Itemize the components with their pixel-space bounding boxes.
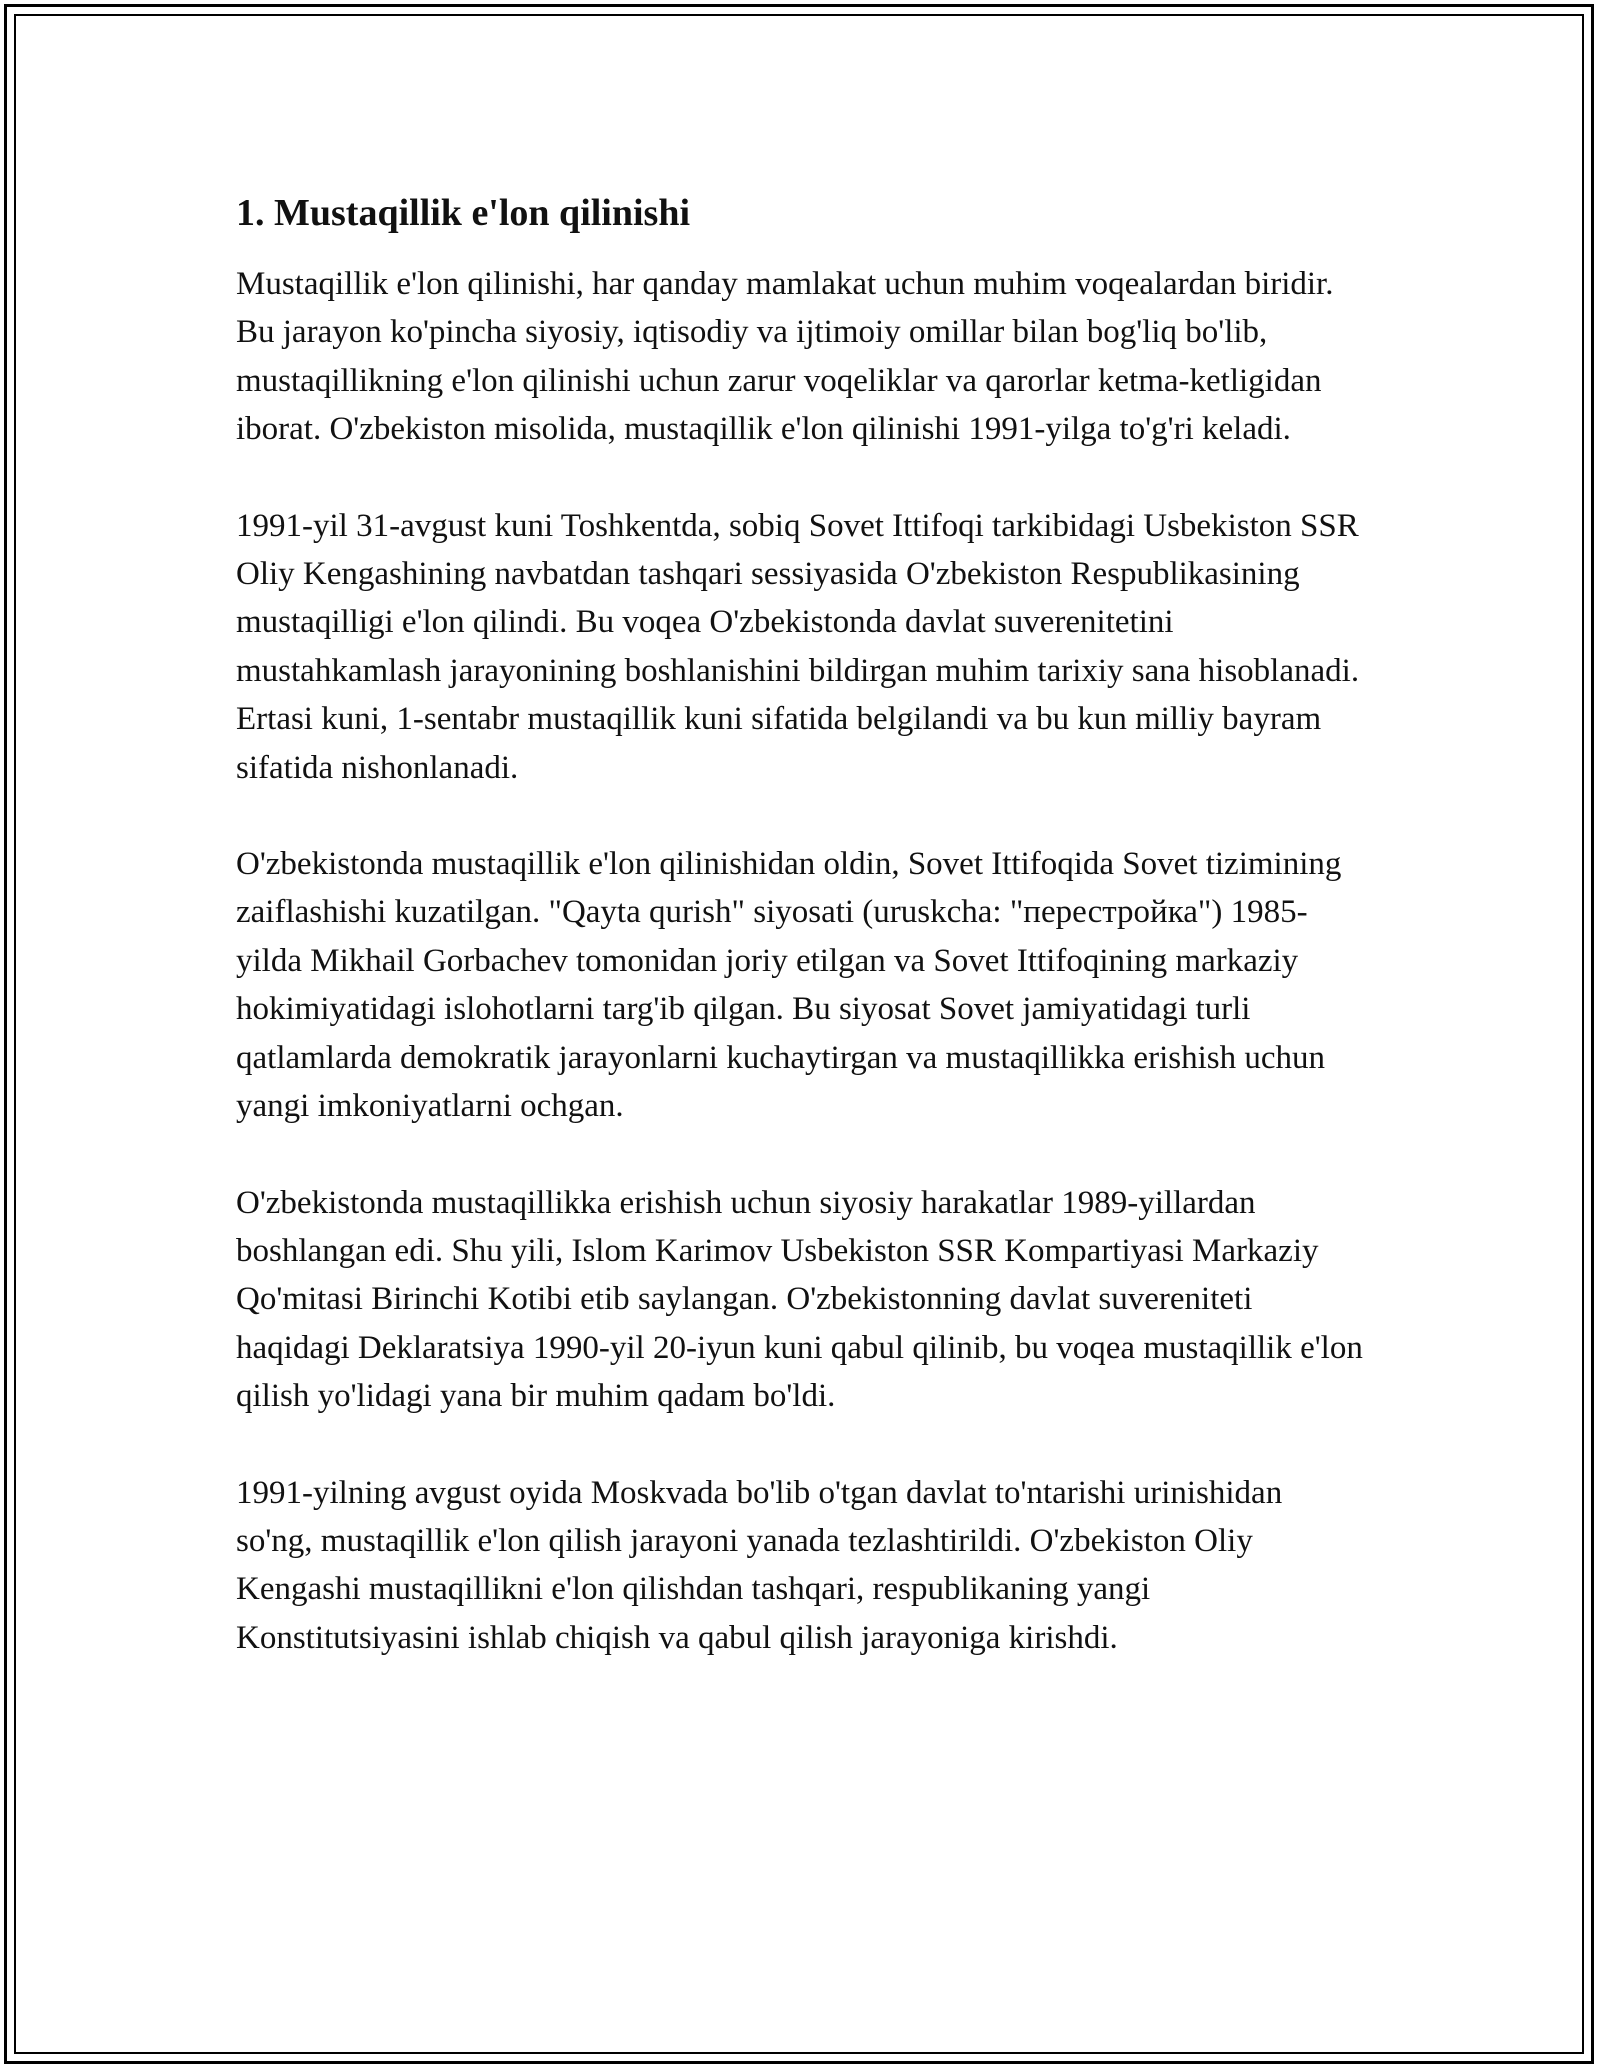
document-body [236, 188, 1366, 1710]
paragraph-2: 1991-yil 31-avgust kuni Toshkentda, sobiq Sovet Ittifoqi tarkibidagi Usbekiston SSR Oliy Kengashining navbatdan tashqari sessiyasida O'zbekiston Respublikasining mustaqilligi e'lon qilindi. Bu voqea O'zbekistonda davlat suverenitetini mustahkamlash jarayonining boshlanishini bildirgan muhim tarixiy sana hisoblanadi. Ertasi kuni, 1-sentabr mustaqillik kuni sifatida belgilandi va bu kun milliy bayram sifatida nishonlanadi. [236, 507, 1360, 786]
paragraph-4: O'zbekistonda mustaqillikka erishish uchun siyosiy harakatlar 1989-yillardan boshlangan edi. Shu yili, Islom Karimov Usbekiston SSR Kompartiyasi Markaziy Qo'mitasi Birinchi Kotibi etib saylangan. O'zbekistonning davlat suvereniteti haqidagi Deklaratsiya 1990-yil 20-iyun kuni qabul qilinib, bu voqea mustaqillik e'lon qilish yo'lidagi yana bir muhim qadam bo'ldi. [236, 1184, 1363, 1415]
section-heading: 1. Mustaqillik e'lon qilinishi [236, 192, 691, 234]
paragraph-1: Mustaqillik e'lon qilinishi, har qanday mamlakat uchun muhim voqealardan biridir. Bu jarayon ko'pincha siyosiy, iqtisodiy va ijtimoiy omillar bilan bog'liq bo'lib, mustaqillikning e'lon qilinishi uchun zarur voqeliklar va qarorlar ketma-ketligidan iborat. O'zbekiston misolida, mustaqillik e'lon qilinishi 1991-yilga to'g'ri keladi. [236, 266, 1334, 448]
paragraph-3: O'zbekistonda mustaqillik e'lon qilinishidan oldin, Sovet Ittifoqida Sovet tizimining zaiflashishi kuzatilgan. "Qayta qurish" siyosati (uruskcha: "перестройка") 1985-yilda Mikhail Gorbachev tomonidan joriy etilgan va Sovet Ittifoqining markaziy hokimiyatidagi islohotlarni targ'ib qilgan. Bu siyosat Sovet jamiyatidagi turli qatlamlarda demokratik jarayonlarni kuchaytirgan va mustaqillikka erishish uchun yangi imkoniyatlarni ochgan. [236, 846, 1342, 1125]
paragraph-5: 1991-yilning avgust oyida Moskvada bo'lib o'tgan davlat to'ntarishi urinishidan so'ng, mustaqillik e'lon qilish jarayoni yanada tezlashtirildi. O'zbekiston Oliy Kengashi mustaqillikni e'lon qilishdan tashqari, respublikaning yangi Konstitutsiyasini ishlab chiqish va qabul qilish jarayoniga kirishdi. [236, 1474, 1283, 1656]
